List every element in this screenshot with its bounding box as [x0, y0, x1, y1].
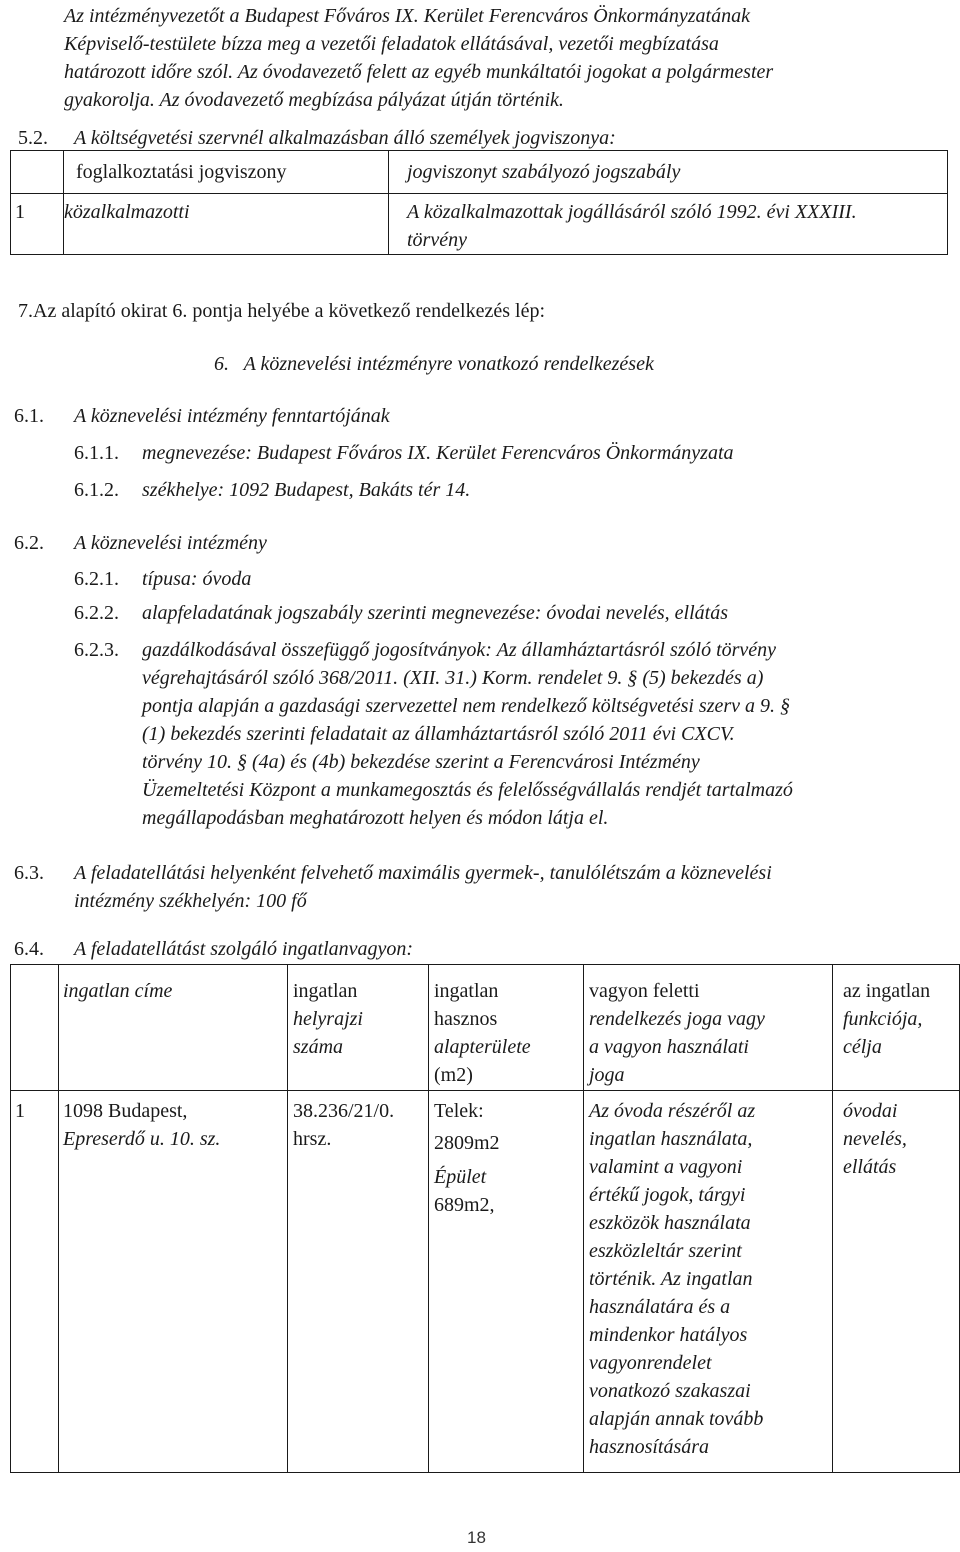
- rights-line: valamint a vagyoni: [589, 1156, 743, 1178]
- s6-4-title: A feladatellátást szolgáló ingatlanvagyon:: [74, 938, 414, 960]
- section-5-2-title: A költségvetési szervnél alkalmazásban álló személyek jogviszonya:: [74, 127, 616, 149]
- rights-line: eszközök használata: [589, 1212, 751, 1234]
- rights-line: eszközleltár szerint: [589, 1240, 742, 1262]
- s6-2-3-number: 6.2.3.: [74, 639, 119, 661]
- s6-2-3-line: pontja alapján a gazdasági szervezettel nem rendelkező költségvetési szerv a 9. §: [142, 695, 791, 717]
- s6-2-3-text: [142, 636, 938, 832]
- header-line: (m2): [434, 1064, 473, 1086]
- header-line: hasznos: [434, 1008, 498, 1030]
- property-hrsz: [288, 1091, 429, 1473]
- s6-2-3-line: végrehajtásáról szóló 368/2011. (XII. 31.) Korm. rendelet 9. § (5) bekezdés a): [142, 667, 764, 689]
- s6-3-line: intézmény székhelyén: 100 fő: [74, 890, 307, 912]
- table-row: [11, 1091, 960, 1473]
- rights-line: Az óvoda részéről az: [589, 1100, 756, 1122]
- s6-1-title: A köznevelési intézmény fenntartójának: [74, 405, 390, 427]
- header-line: az ingatlan: [843, 980, 931, 1002]
- header-line: ingatlan: [434, 980, 499, 1002]
- s6-3-text: [74, 859, 938, 915]
- s6-2-2-number: 6.2.2.: [74, 602, 119, 624]
- area-line: Épület: [434, 1166, 487, 1188]
- s6-2-3-line: megállapodásban meghatározott helyen és módon látja el.: [142, 807, 609, 829]
- hrsz-line: 38.236/21/0.: [293, 1100, 395, 1122]
- s6-3-line: A feladatellátási helyenként felvehető maximális gyermek-, tanulólétszám a köznevelési: [74, 862, 772, 884]
- function-line: óvodai: [843, 1100, 898, 1122]
- s6-3-number: 6.3.: [14, 862, 44, 884]
- s6-2-2-text: alapfeladatának jogszabály szerinti megnevezése: óvodai nevelés, ellátás: [142, 602, 728, 624]
- area-line: 2809m2: [434, 1132, 500, 1154]
- employment-header: foglalkoztatási jogviszony: [64, 151, 389, 194]
- s6-2-3-line: gazdálkodásával összefüggő jogosítványok: Az államháztartásról szóló törvény: [142, 639, 777, 661]
- s6-4-number: 6.4.: [14, 938, 44, 960]
- s6-2-3-line: törvény 10. § (4a) és (4b) bekezdése szerint a Ferencvárosi Intézmény: [142, 751, 700, 773]
- property-header-address: [59, 965, 288, 1091]
- hrsz-line: hrsz.: [293, 1128, 332, 1150]
- rights-line: mindenkor hatályos: [589, 1324, 748, 1346]
- intro-paragraph: [64, 2, 938, 114]
- address-line: Epreserdő u. 10. sz.: [63, 1128, 221, 1150]
- header-line: célja: [843, 1036, 882, 1058]
- header-line: rendelkezés joga vagy: [589, 1008, 765, 1030]
- area-line: Telek:: [434, 1100, 484, 1122]
- intro-line: határozott időre szól. Az óvodavezető felett az egyéb munkáltatói jogokat a polgármester: [64, 61, 774, 83]
- employment-law: A közalkalmazottak jogállásáról szóló 1992. évi XXXIII. törvény: [389, 194, 948, 255]
- rights-line: alapján annak tovább: [589, 1408, 764, 1430]
- page-number: 18: [467, 1528, 486, 1547]
- rights-line: történik. Az ingatlan: [589, 1268, 753, 1290]
- section-6-heading: 6. A köznevelési intézményre vonatkozó rendelkezések: [214, 353, 654, 375]
- header-line: ingatlan: [293, 980, 358, 1002]
- rights-line: ingatlan használata,: [589, 1128, 753, 1150]
- section-5-2-number: 5.2.: [18, 127, 48, 149]
- row-index: 1: [11, 194, 64, 255]
- header-line: vagyon feletti: [589, 980, 700, 1002]
- property-header-area: [429, 965, 584, 1091]
- property-area: [429, 1091, 584, 1473]
- header-line: a vagyon használati: [589, 1036, 749, 1058]
- row-index: 1: [11, 1091, 59, 1473]
- s6-1-2-text: székhelye: 1092 Budapest, Bakáts tér 14.: [142, 479, 471, 501]
- property-address: [59, 1091, 288, 1473]
- header-line: helyrajzi: [293, 1008, 363, 1030]
- rights-line: hasznosítására: [589, 1436, 710, 1458]
- s6-2-number: 6.2.: [14, 532, 44, 554]
- property-header-hrsz: [288, 965, 429, 1091]
- rights-line: értékű jogok, tárgyi: [589, 1184, 746, 1206]
- section-7-text: 7.Az alapító okirat 6. pontja helyébe a következő rendelkezés lép:: [18, 300, 546, 322]
- rights-line: vonatkozó szakaszai: [589, 1380, 751, 1402]
- property-function: [833, 1091, 960, 1473]
- property-table: [10, 964, 960, 1473]
- header-line: száma: [293, 1036, 344, 1058]
- s6-1-number: 6.1.: [14, 405, 44, 427]
- s6-1-2-number: 6.1.2.: [74, 479, 119, 501]
- intro-line: gyakorolja. Az óvodavezető megbízása pályázat útján történik.: [64, 89, 564, 111]
- header-line: funkciója,: [843, 1008, 923, 1030]
- property-header-rights: [584, 965, 833, 1091]
- s6-2-1-text: típusa: óvoda: [142, 568, 252, 590]
- property-rights: [584, 1091, 833, 1473]
- s6-2-3-line: (1) bekezdés szerinti feladatait az államháztartásról szóló 2011 évi CXCV.: [142, 723, 735, 745]
- s6-1-1-number: 6.1.1.: [74, 442, 119, 464]
- employment-type: közalkalmazotti: [64, 194, 389, 255]
- area-line: 689m2,: [434, 1194, 495, 1216]
- header-line: joga: [589, 1064, 625, 1086]
- table-row: [11, 194, 948, 255]
- s6-2-title: A köznevelési intézmény: [74, 532, 267, 554]
- header-line: ingatlan címe: [63, 980, 173, 1002]
- employment-table: [10, 150, 948, 255]
- s6-1-1-text: megnevezése: Budapest Főváros IX. Kerület Ferencváros Önkormányzata: [142, 442, 734, 464]
- rights-line: használatára és a: [589, 1296, 731, 1318]
- function-line: nevelés,: [843, 1128, 907, 1150]
- s6-2-1-number: 6.2.1.: [74, 568, 119, 590]
- s6-2-3-line: Üzemeltetési Központ a munkamegosztás és felelősségvállalás rendjét tartalmazó: [142, 779, 793, 801]
- intro-line: Az intézményvezetőt a Budapest Főváros IX. Kerület Ferencváros Önkormányzatának: [64, 5, 750, 27]
- rights-line: vagyonrendelet: [589, 1352, 712, 1374]
- property-header-function: [833, 965, 960, 1091]
- address-line: 1098 Budapest,: [63, 1100, 188, 1122]
- header-line: alapterülete: [434, 1036, 531, 1058]
- intro-line: Képviselő-testülete bízza meg a vezetői feladatok ellátásával, vezetői megbízatása: [64, 33, 719, 55]
- employment-header: jogviszonyt szabályozó jogszabály: [389, 151, 948, 194]
- function-line: ellátás: [843, 1156, 897, 1178]
